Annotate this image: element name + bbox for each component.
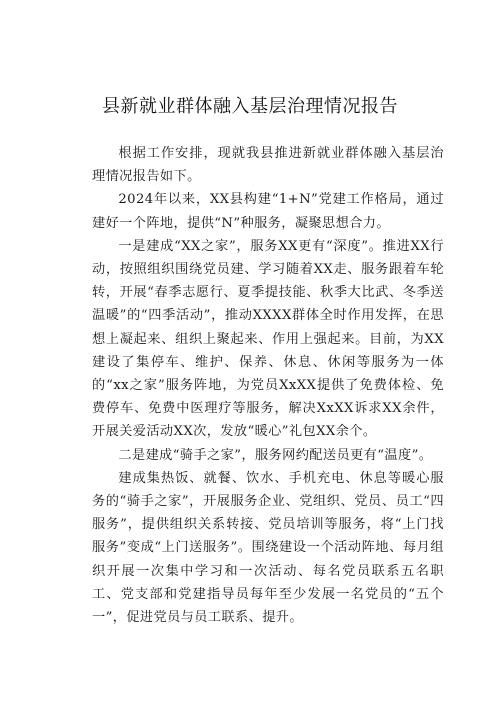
document-title: 县新就业群体融入基层治理情况报告	[102, 96, 398, 117]
paragraph-intro: 根据工作安排，现就我县推进新就业群体融入基层治理情况报告如下。	[92, 146, 444, 185]
paragraph-point-two-detail: 建成集热饭、就餐、饮水、手机充电、休息等暖心服务的“骑手之家”，开展服务企业、党组织、党员、员工“四服务”，提供组织关系转接、党员培训等服务，将“上门找服务”变成“上门送服务”。围绕建设一个活动阵地、每月组织开展一次集中学习和一次活动、每名党员联系五名职工、党支部和党建指导员每年至少发展一名党员的“五个一”，促进党员与员工联系、提升。	[92, 470, 444, 626]
document-body	[92, 142, 444, 629]
paragraph-overview: 2024年以来，XX县构建“1+N”党建工作格局，通过建好一个阵地，提供“N”种服务，凝聚思想合力。	[92, 192, 444, 231]
paragraph-point-two: 二是建成“骑手之家”，服务网约配送员更有“温度”。	[118, 447, 433, 463]
paragraph-point-one: 一是建成“XX之家”，服务XX更有“深度”。推进XX行动，按照组织围绕党员建、学习随着XX走、服务跟着车轮转，开展“春季志愿行、夏季提技能、秋季大比武、冬季送温暖”的“四季活动”，推动XXXX群体全时作用发挥，在思想上凝起来、组织上聚起来、作用上强起来。目前，为XX建设了集停车、维护、保养、休息、休闲等服务为一体的“xx之家”服务阵地，为党员XxXX提供了免费体检、免费停车、免费中医理疗等服务，解决XxXX诉求XX余件，开展关爱活动XX次，发放“暖心”礼包XX余个。	[92, 238, 444, 440]
